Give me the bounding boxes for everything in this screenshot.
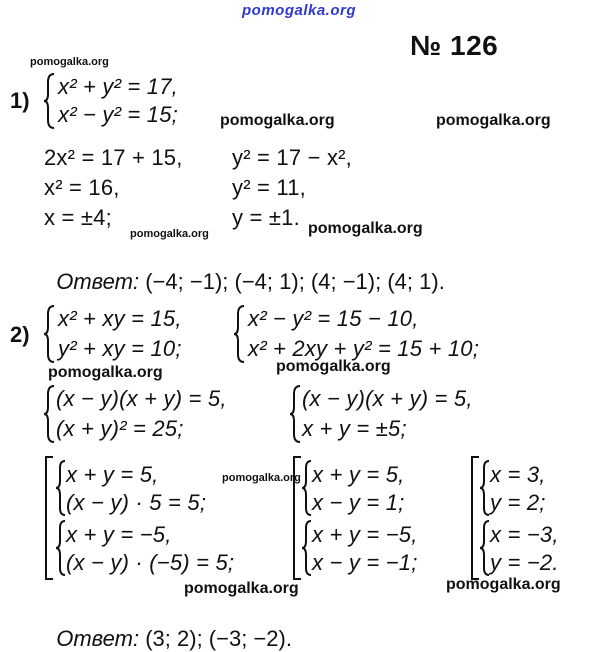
watermark-top: pomogalka.org (242, 2, 357, 19)
collection2-eq2: x − y = 1; (312, 490, 405, 515)
system-brace (302, 460, 312, 516)
system-brace (56, 520, 66, 576)
system-brace (44, 304, 56, 364)
watermark: pomogalka.org (308, 220, 423, 237)
part2-system-a-eq2: y² + xy = 10; (58, 336, 182, 361)
watermark: pomogalka.org (30, 56, 109, 68)
problem-number: № 126 (410, 30, 499, 61)
part1-step-left-1: 2x² = 17 + 15, (44, 145, 183, 170)
system-brace (302, 520, 312, 576)
collection-bracket (470, 456, 480, 580)
part2-system-c-eq1: (x − y)(x + y) = 5, (56, 386, 227, 411)
part2-system-b-eq1: x² − y² = 15 − 10, (248, 306, 419, 331)
part1-system-eq1: x² + y² = 17, (58, 74, 178, 99)
collection1-eq2: (x − y) · 5 = 5; (66, 490, 207, 515)
system-brace (44, 72, 56, 130)
watermark: pomogalka.org (48, 364, 163, 381)
watermark: pomogalka.org (222, 472, 301, 484)
collection2-eq1: x + y = 5, (312, 462, 405, 487)
answer-label: Ответ: (56, 626, 140, 651)
part1-step-left-3: x = ±4; (44, 205, 112, 230)
part1-step-left-2: x² = 16, (44, 175, 120, 200)
watermark: pomogalka.org (220, 112, 335, 129)
collection-bracket (44, 456, 54, 580)
system-brace (480, 460, 490, 516)
part2-system-a-eq1: x² + xy = 15, (58, 306, 182, 331)
part1-step-right-2: y² = 11, (232, 175, 306, 200)
part1-answer (44, 243, 445, 295)
collection3-eq2: y = 2; (490, 490, 546, 515)
collection1-eq3: x + y = −5, (66, 522, 172, 547)
collection2-eq3: x + y = −5, (312, 522, 418, 547)
answer-label: Ответ: (56, 269, 140, 294)
watermark: pomogalka.org (130, 228, 209, 240)
watermark: pomogalka.org (446, 576, 561, 593)
system-brace (290, 384, 302, 444)
answer-value: (−4; −1); (−4; 1); (4; −1); (4; 1). (145, 269, 445, 294)
collection1-eq1: x + y = 5, (66, 462, 159, 487)
watermark: pomogalka.org (276, 358, 391, 375)
watermark: pomogalka.org (436, 112, 551, 129)
collection3-eq3: x = −3, (490, 522, 559, 547)
part2-answer (44, 600, 292, 652)
collection-bracket (292, 456, 302, 580)
collection1-eq4: (x − y) · (−5) = 5; (66, 550, 235, 575)
part2-system-d-eq1: (x − y)(x + y) = 5, (302, 386, 473, 411)
part2-label: 2) (10, 322, 30, 347)
part1-step-right-3: y = ±1. (232, 205, 300, 230)
part1-step-right-1: y² = 17 − x², (232, 145, 352, 170)
part2-system-d-eq2: x + y = ±5; (302, 416, 407, 441)
collection3-eq1: x = 3, (490, 462, 546, 487)
answer-value: (3; 2); (−3; −2). (145, 626, 292, 651)
system-brace (480, 520, 490, 576)
part1-label: 1) (10, 88, 30, 113)
part2-system-b-eq2: x² + 2xy + y² = 15 + 10; (248, 336, 480, 361)
system-brace (234, 304, 246, 364)
system-brace (44, 384, 56, 444)
watermark: pomogalka.org (184, 580, 299, 597)
system-brace (56, 460, 66, 516)
collection3-eq4: y = −2. (490, 550, 559, 575)
collection2-eq4: x − y = −1; (312, 550, 418, 575)
part1-system-eq2: x² − y² = 15; (58, 102, 178, 127)
part2-system-c-eq2: (x + y)² = 25; (56, 416, 184, 441)
